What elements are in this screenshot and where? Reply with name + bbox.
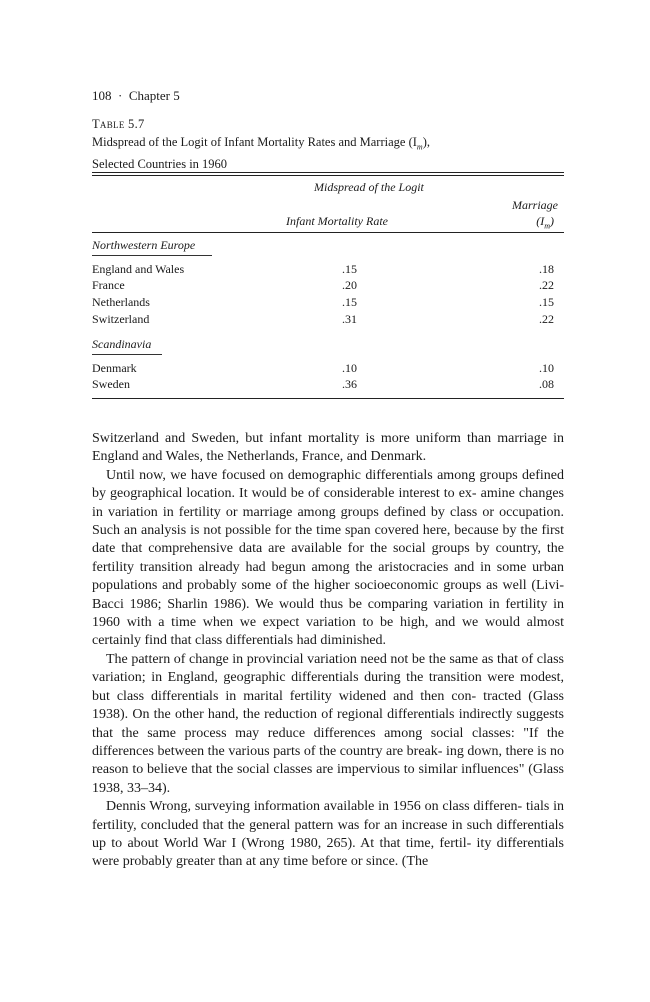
col2-header-line1: Marriage [512,198,558,212]
country-name: Netherlands [92,295,150,309]
spanner-header: Midspread of the Logit [314,180,424,194]
section-title-northwestern-europe: Northwestern Europe [92,238,196,252]
col1-header: Infant Mortality Rate [286,214,388,228]
chapter-title: Chapter 5 [128,88,180,103]
paragraph: Dennis Wrong, surveying information available in 1956 on class differen- tials in fertility, concluded that the general pattern was for an increase in such differentials up to about World War I (Wrong 1980, 265). At that time, fertil- ity differentials were probably greater than at any time before or since. (The [92,799,564,870]
table-label: Table 5.7 [92,117,145,131]
table-row [92,262,564,278]
col2-header-line2 [536,214,554,230]
country-name: France [92,278,125,292]
table-caption [92,134,430,172]
table-row [92,361,564,377]
infant-mortality-value: .15 [342,262,357,276]
country-name: Sweden [92,377,130,391]
col2-header-sub: m [544,221,550,231]
infant-mortality-value: .15 [342,295,357,309]
col2-header-close: ) [550,214,554,228]
country-name: Denmark [92,361,137,375]
infant-mortality-value: .31 [342,312,357,326]
marriage-value: .15 [539,295,554,309]
caption-line1: Midspread of the Logit of Infant Mortality Rates and Marriage (I [92,135,417,149]
caption-line1-end: ), [422,135,430,149]
infant-mortality-value: .36 [342,377,357,391]
infant-mortality-value: .10 [342,361,357,375]
paragraph: Until now, we have focused on demographic differentials among groups defined by geographical location. It would be of considerable interest to ex- amine changes in variation in fertility or marriage among groups defined by class or occupation. Such an analysis is not possible for the time span covered here, because by the first date that comprehensive data are available for the social groups by country, the fertility transition already had begun among the aristocracies and in some urban populations and probably some of the higher socioeconomic groups as well (Livi-Bacci 1986; Sharlin 1986). We would thus be comparing variation in fertility in 1960 with a time when we expect variation to be high, and we would almost certainly find that class differentials had diminished. [92,467,564,649]
body-text [92,430,564,872]
table-bottom-rule [92,398,564,399]
table-row [92,278,564,294]
paragraph: The pattern of change in provincial variation need not be the same as that of class variation; in England, geographic differentials during the transition were modest, but class differentials in marital fertility widened and then con- tracted (Glass 1938). On the other hand, the reduction of regional differentials indirectly suggests that the same process may reduce differences among social classes: "If the differences between the various parts of the country are break- ing down, there is no reason to believe that the social classes are impervious to similar influences" (Glass 1938, 33–34). [92,651,564,796]
table-top-rule [92,172,564,173]
country-name: England and Wales [92,262,185,276]
caption-subscript: m [416,142,423,152]
marriage-value: .22 [539,278,554,292]
table-row [92,312,564,328]
col2-header-open: (I [536,214,545,228]
header-bottom-rule [92,232,564,233]
table-row [92,377,564,393]
infant-mortality-value: .20 [342,278,357,292]
table-top-rule-2 [92,175,564,176]
marriage-value: .18 [539,262,554,276]
marriage-value: .08 [539,377,554,391]
section-title-scandinavia: Scandinavia [92,337,152,351]
section-underline [92,255,212,256]
running-head [92,88,180,104]
caption-line2: Selected Countries in 1960 [92,156,228,171]
page-number: 108 [92,88,112,103]
country-name: Switzerland [92,312,150,326]
marriage-value: .22 [539,312,554,326]
running-head-separator: · [118,88,123,103]
table-row [92,295,564,311]
marriage-value: .10 [539,361,554,375]
section-underline [92,354,162,355]
paragraph: Switzerland and Sweden, but infant mortality is more uniform than marriage in England and Wales, the Netherlands, France, and Denmark. [92,431,564,465]
